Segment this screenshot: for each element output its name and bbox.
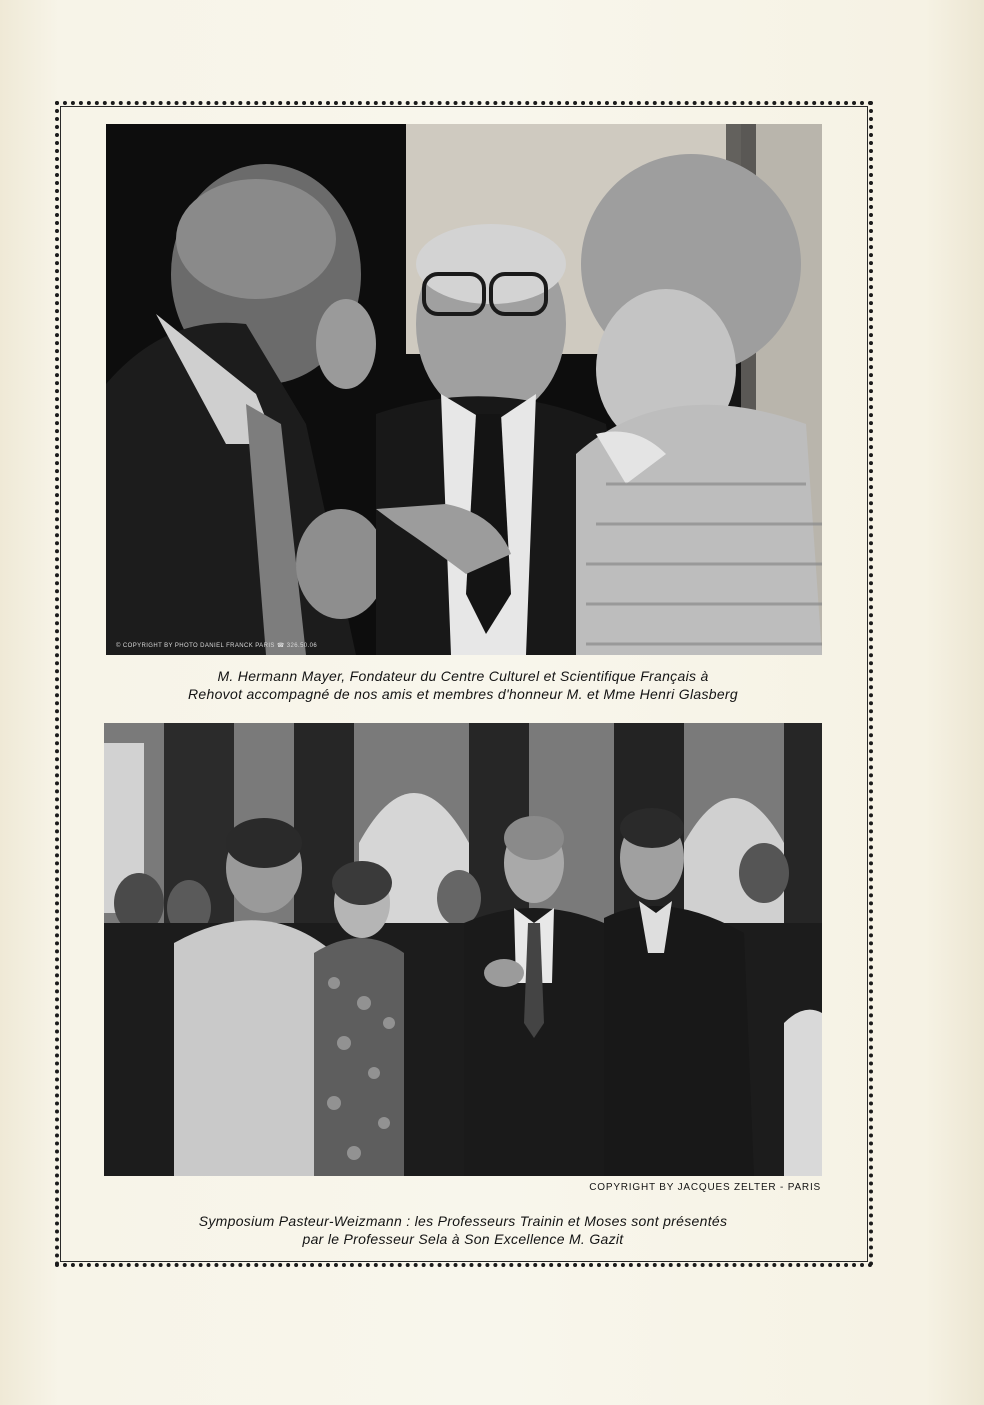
- caption-line: M. Hermann Mayer, Fondateur du Centre Culturel et Scientifique Français à: [217, 668, 709, 684]
- bottom-photo: [104, 723, 822, 1176]
- caption-line: Rehovot accompagné de nos amis et membres d'honneur M. et Mme Henri Glasberg: [188, 686, 738, 702]
- top-photo: [106, 124, 822, 655]
- top-photo-image: [106, 124, 822, 655]
- caption-line: par le Professeur Sela à Son Excellence M. Gazit: [302, 1231, 624, 1247]
- bottom-photo-credit: COPYRIGHT BY JACQUES ZELTER - PARIS: [589, 1182, 821, 1193]
- bottom-photo-image: [104, 723, 822, 1176]
- top-photo-caption: [104, 667, 822, 703]
- bottom-photo-caption: [104, 1212, 822, 1248]
- caption-line: Symposium Pasteur-Weizmann : les Professeurs Trainin et Moses sont présentés: [198, 1213, 728, 1229]
- top-photo-credit: © COPYRIGHT BY PHOTO DANIEL FRANCK PARIS ☎ 326.50.06: [116, 643, 318, 649]
